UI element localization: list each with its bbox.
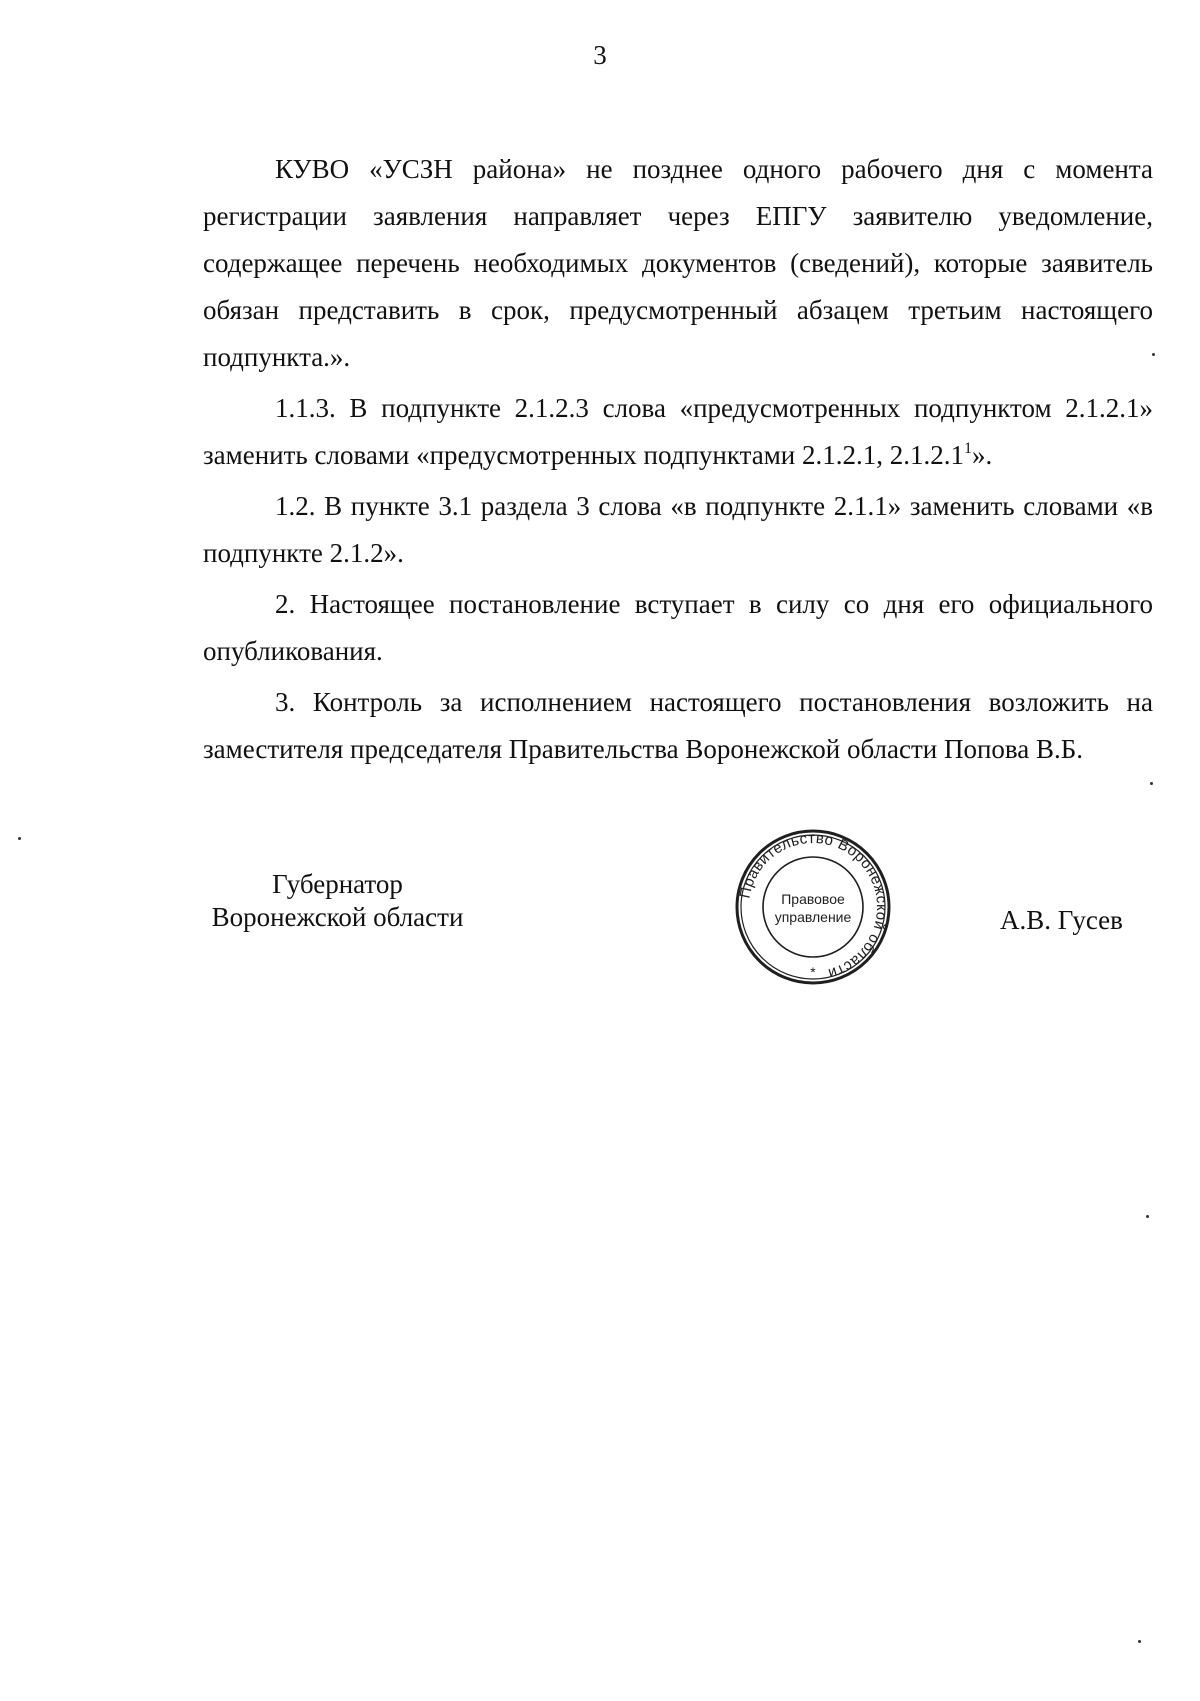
seal-center-line2: управление (774, 909, 852, 925)
official-seal (733, 827, 893, 987)
paragraph-1-1-3 (203, 385, 1153, 479)
seal-star: * (810, 964, 816, 980)
seal-ring-text: Правительство Воронежской области (736, 829, 891, 983)
page-number: 3 (593, 40, 607, 70)
seal-center-line1: Правовое (781, 891, 845, 907)
paragraph-1-1-3-text: 1.1.3. В подпункте 2.1.2.3 слова «предусмотренных подпунктом 2.1.2.1» заменить словами «предусмотренных подпунктами 2.1.2.1, 2.1.2.1 (203, 393, 1153, 470)
signatory-name: А.В. Гусев (1000, 905, 1123, 935)
paragraph-3: 3. Контроль за исполнением настоящего постановления возложить на заместителя председателя Правительства Воронежской области Попова В.Б. (203, 687, 1153, 764)
paragraph-1-1-3-tail: ». (972, 440, 993, 470)
scan-speck (1150, 782, 1153, 785)
scan-speck (18, 837, 21, 840)
signatory-position (190, 868, 485, 934)
scan-speck (1152, 353, 1155, 356)
paragraph-notification: КУВО «УСЗН района» не позднее одного рабочего дня с момента регистрации заявления направляет через ЕПГУ заявителю уведомление, содержащее перечень необходимых документов (сведений), которые заявитель обязан представить в срок, предусмотренный абзацем третьим настоящего подпункта.». (203, 154, 1153, 372)
paragraph-1-2: 1.2. В пункте 3.1 раздела 3 слова «в подпункте 2.1.1» заменить словами «в подпункте 2.1.2». (203, 491, 1153, 568)
scan-speck (1146, 1215, 1149, 1218)
scan-speck (1138, 1640, 1141, 1643)
signatory-position-line1: Губернатор (272, 869, 403, 899)
signatory-position-line2: Воронежской области (211, 902, 464, 932)
document-body (203, 146, 1153, 777)
paragraph-2: 2. Настоящее постановление вступает в силу со дня его официального опубликования. (203, 589, 1153, 666)
superscript: 1 (964, 440, 972, 457)
